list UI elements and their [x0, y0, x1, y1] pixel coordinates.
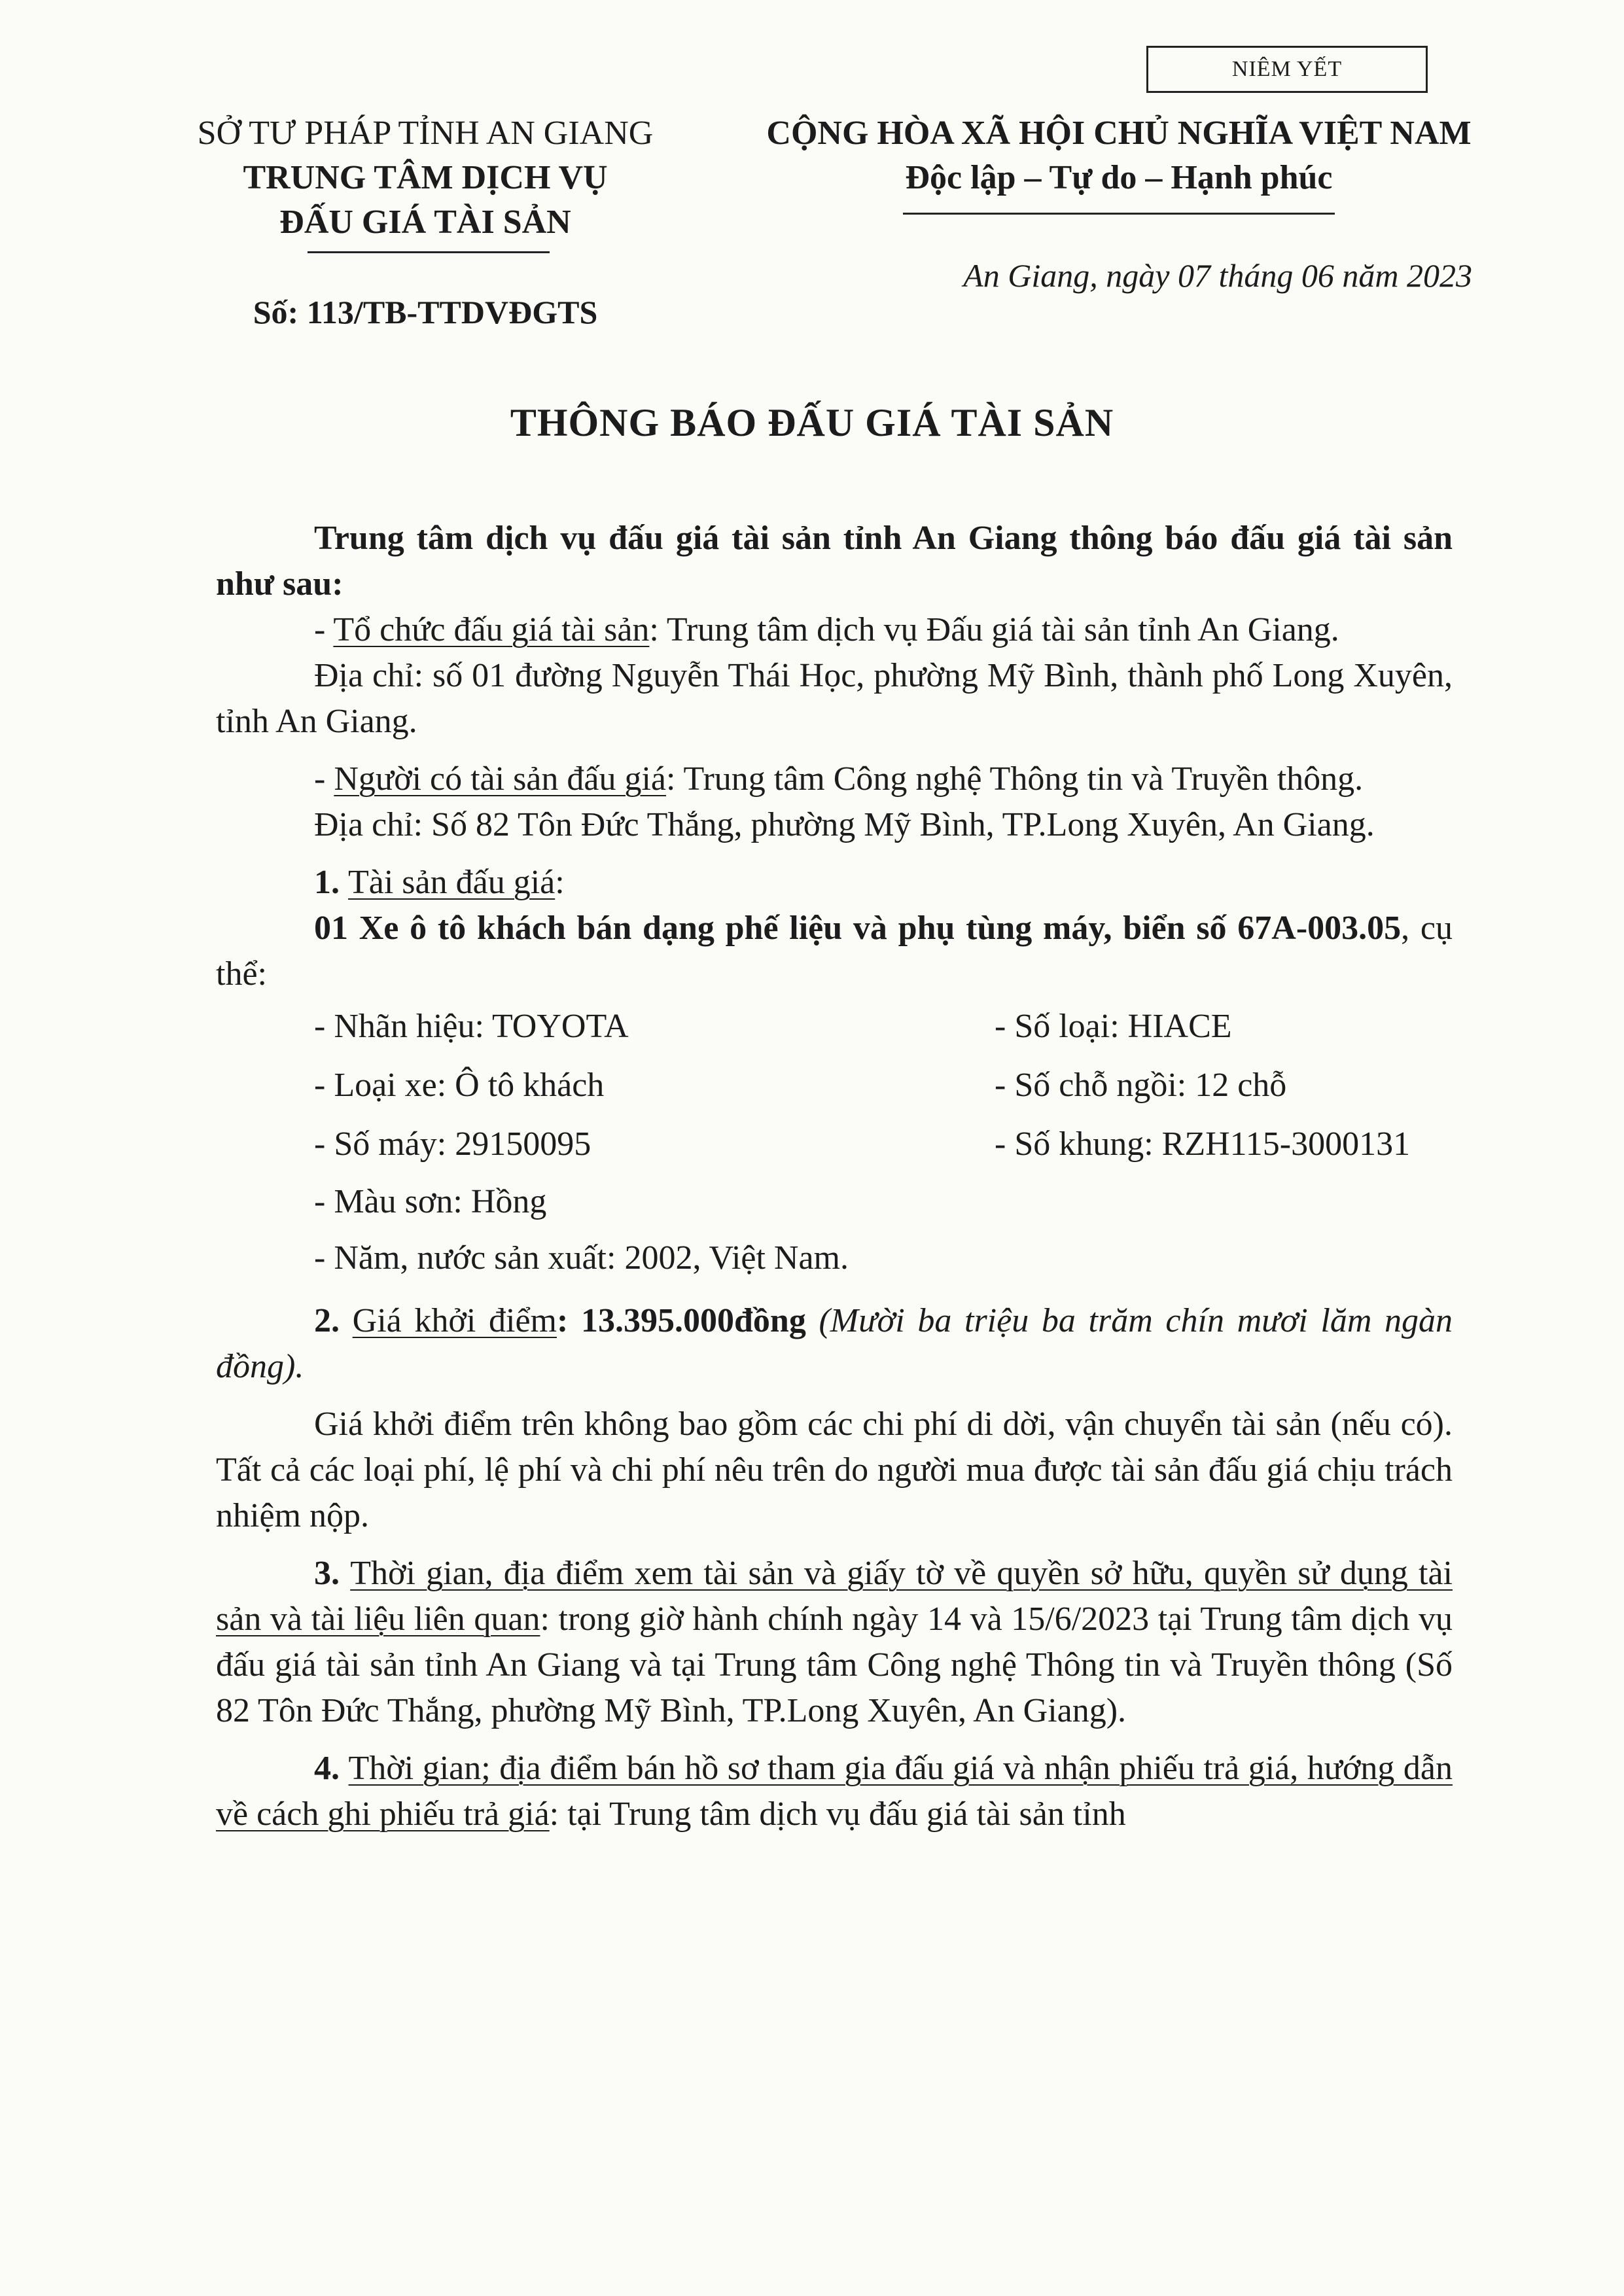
owner-value: : Trung tâm Công nghệ Thông tin và Truyền thông. — [666, 760, 1364, 798]
organizer-paragraph — [216, 607, 1453, 653]
asset-specs — [314, 997, 1453, 1174]
spec-seats: - Số chỗ ngồi: 12 chỗ — [995, 1067, 1287, 1104]
section1-number: 1. — [314, 864, 348, 901]
section3-number: 3. — [314, 1555, 351, 1592]
section2-paragraph — [216, 1298, 1453, 1390]
owner-label: Người có tài sản đấu giá — [334, 760, 666, 798]
national-header — [733, 111, 1505, 200]
section2-label: Giá khởi điểm — [352, 1302, 557, 1339]
spec-year: - Năm, nước sản xuất: 2002, Việt Nam. — [314, 1239, 849, 1277]
issuer-center-line2: ĐẤU GIÁ TÀI SẢN — [279, 203, 571, 241]
asset-description — [216, 906, 1453, 997]
owner-prefix: - — [314, 760, 334, 798]
section4-text: : tại Trung tâm dịch vụ đấu giá tài sản tỉnh — [549, 1795, 1126, 1833]
issuer-department: SỞ TƯ PHÁP TỈNH AN GIANG — [197, 115, 654, 152]
section4-number: 4. — [314, 1750, 349, 1787]
organizer-value: : Trung tâm dịch vụ Đấu giá tài sản tỉnh An Giang. — [649, 611, 1339, 648]
issue-date: An Giang, ngày 07 tháng 06 năm 2023 — [963, 257, 1472, 294]
document-body — [216, 516, 1453, 1849]
document-number: Số: 113/TB-TTDVĐGTS — [253, 294, 598, 330]
organizer-prefix: - — [314, 611, 334, 648]
owner-paragraph — [216, 756, 1453, 802]
organizer-label: Tổ chức đấu giá tài sản — [333, 611, 650, 648]
section1-colon: : — [555, 864, 565, 901]
document-title: THÔNG BÁO ĐẤU GIÁ TÀI SẢN — [510, 401, 1114, 444]
issuer-center-line1: TRUNG TÂM DỊCH VỤ — [243, 159, 608, 196]
issuer-underline — [308, 251, 550, 253]
asset-tail: , cụ thể: — [216, 910, 1453, 993]
motto-underline — [903, 213, 1335, 215]
owner-address: Địa chỉ: Số 82 Tôn Đức Thắng, phường Mỹ Bình, TP.Long Xuyên, An Giang. — [314, 806, 1375, 843]
spec-chassis-number: - Số khung: RZH115-3000131 — [995, 1125, 1411, 1163]
posting-stamp-label: NIÊM YẾT — [1231, 57, 1343, 81]
spec-brand: - Nhãn hiệu: TOYOTA — [314, 1008, 629, 1045]
section2-note: Giá khởi điểm trên không bao gồm các chi phí di dời, vận chuyển tài sản (nếu có). Tất cả các loại phí, lệ phí và chi phí nêu trên do người mua được tài sản đấu giá chịu trách nhiệm nộp. — [216, 1405, 1453, 1534]
section3-paragraph — [216, 1551, 1453, 1734]
national-title: CỘNG HÒA XÃ HỘI CHỦ NGHĨA VIỆT NAM — [766, 115, 1472, 152]
intro-paragraph: Trung tâm dịch vụ đấu giá tài sản tỉnh An Giang thông báo đấu giá tài sản như sau: — [216, 520, 1453, 603]
section1-heading — [216, 860, 1453, 906]
posting-stamp-box — [1146, 46, 1428, 93]
section3-text: : trong giờ hành chính ngày 14 và 15/6/2023 tại Trung tâm dịch vụ đấu giá tài sản tỉnh An Giang và tại Trung tâm Công nghệ Thông tin và Truyền thông (Số 82 Tôn Đức Thắng, phường Mỹ Bình, TP.Long Xuyên, An Giang). — [216, 1600, 1453, 1729]
section4-label: Thời gian; địa điểm bán hồ sơ tham gia đấu giá và nhận phiếu trả giá, hướng dẫn về cách ghi phiếu trả giá — [216, 1750, 1453, 1833]
spec-engine-number: - Số máy: 29150095 — [314, 1125, 591, 1163]
spec-color: - Màu sơn: Hồng — [314, 1183, 547, 1220]
organizer-address: Địa chỉ: số 01 đường Nguyễn Thái Học, phường Mỹ Bình, thành phố Long Xuyên, tỉnh An Giang. — [216, 657, 1453, 740]
section1-label: Tài sản đấu giá — [348, 864, 556, 901]
spec-vehicle-type: - Loại xe: Ô tô khách — [314, 1067, 605, 1104]
section4-paragraph — [216, 1746, 1453, 1837]
issuer-header — [157, 111, 694, 245]
starting-price-words: (Mười ba triệu ba trăm chín mươi lăm ngàn đồng). — [216, 1302, 1453, 1385]
section3-label: Thời gian, địa điểm xem tài sản và giấy tờ về quyền sở hữu, quyền sử dụng tài sản và tài liệu liên quan — [216, 1555, 1453, 1638]
national-motto: Độc lập – Tự do – Hạnh phúc — [905, 159, 1333, 196]
section2-colon: : — [557, 1302, 581, 1339]
asset-name: 01 Xe ô tô khách bán dạng phế liệu và phụ tùng máy, biển số 67A-003.05 — [314, 910, 1402, 947]
section2-number: 2. — [314, 1302, 353, 1339]
spec-model: - Số loại: HIACE — [995, 1008, 1232, 1045]
starting-price: 13.395.000đồng — [580, 1302, 806, 1339]
